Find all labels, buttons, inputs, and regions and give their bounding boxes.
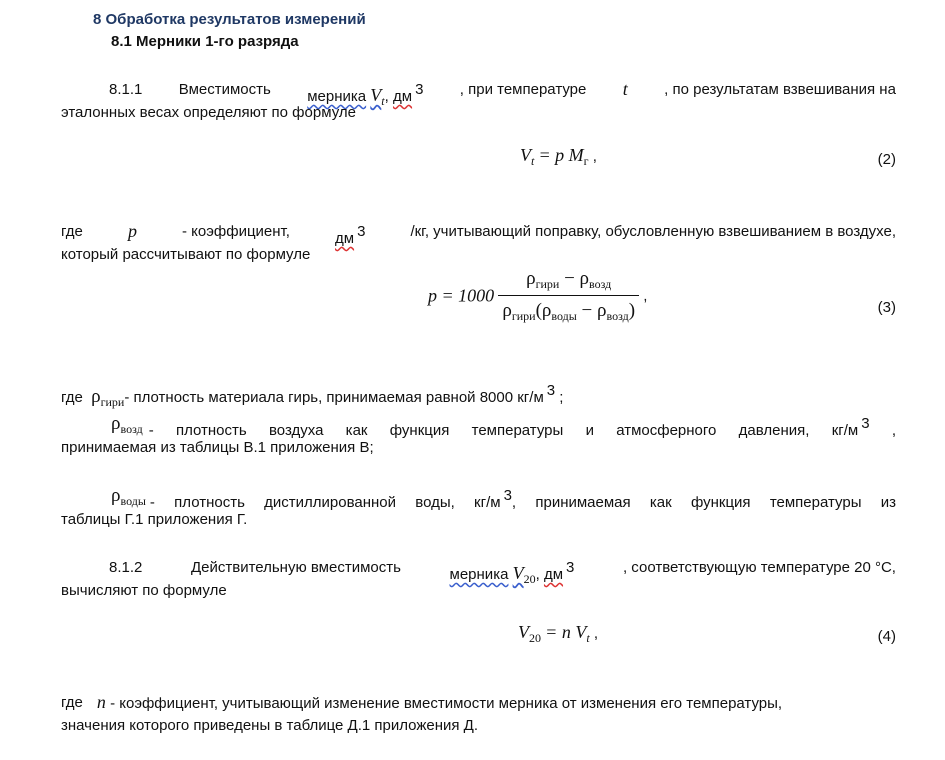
paragraph-8-1-1-line1 [61, 78, 896, 108]
paragraph-8-1-2-line2: вычисляют по формуле [61, 582, 227, 599]
where-p-line2: который рассчитывают по формуле [61, 246, 311, 263]
word-mernika: мерника [307, 88, 367, 105]
symbol-rho-giri: $\rho_{гири}$ [91, 386, 125, 409]
where-rho-giri: где $\rho_{гири}-$ плотность материала гирь, принимаемая равной 8000 кг/м 3 ; [61, 382, 564, 409]
text-coefficient: - коэффициент, [182, 223, 290, 240]
where-rho-vody-line2: таблицы Г.1 приложения Г. [61, 511, 248, 528]
equation-2: $V_t = p$ $M_г$ , [520, 145, 597, 168]
equation-4-number: (4) [877, 628, 896, 645]
unit-dm: дм [543, 566, 564, 583]
measure-term: мерника $V_{20}$, дм 3 [449, 559, 575, 586]
text-pri: , при температуре [459, 81, 587, 98]
unit-dm-kg: дм 3 [334, 223, 366, 247]
equation-3-number: (3) [877, 299, 896, 316]
clause-number: 8.1.1 [109, 81, 143, 98]
equation-4: $V_{20} = n$ $V_t$ , [518, 622, 599, 645]
equation-3-numerator: $\rho_{гири} - \rho_{возд}$ [498, 268, 639, 296]
word-gde: где [61, 694, 83, 711]
text-rest: , по результатам взвешивания на [664, 81, 896, 98]
symbol-rho-vozd: $\rho_{возд}$ [111, 413, 143, 436]
text-actual-capacity: Действительную вместимость [190, 559, 401, 576]
equation-3-lhs: p = 1000 [428, 285, 495, 306]
equation-3-denominator: $\rho_{гири}(\rho_{воды} - \rho_{возд})$ [502, 300, 636, 323]
measure-term: мерника $V_t$, дм 3 [307, 81, 424, 108]
where-p-line1 [61, 220, 896, 247]
paragraph-8-1-1-line2: эталонных весах определяют по формуле [61, 104, 356, 121]
text-n: n - коэффициент, учитывающий изменение вместимости мерника от изменения его температуры, [96, 692, 783, 712]
text-correction: /кг, учитывающий поправку, обусловленную взвешиванием в воздухе, [410, 223, 896, 240]
word-gde: где [61, 389, 83, 406]
text-temperature-20: , соответствующую температуре 20 °С, [622, 559, 896, 576]
text-rho-giri: - плотность материала гирь, принимаемая равной 8000 кг/м [124, 389, 544, 406]
symbol-t: t [622, 79, 628, 99]
symbol-v-20: $V_{20}$ [512, 563, 536, 586]
where-n-line2: значения которого приведены в таблице Д.1 приложения Д. [61, 717, 478, 734]
symbol-v-t: $V_t$ [370, 85, 385, 108]
word-mernika: мерника [449, 566, 509, 583]
text-rho-vozd: - плотность воздуха как функция температуры и атмосферного давления, кг/м 3 , [148, 415, 896, 439]
symbol-rho-vody: $\rho_{воды}$ [111, 485, 146, 508]
equation-3-fraction [498, 268, 639, 324]
clause-number: 8.1.2 [109, 559, 143, 576]
word-capacity: Вместимость [178, 81, 271, 98]
where-n-line1 [61, 691, 896, 714]
equation-2-number: (2) [877, 151, 896, 168]
equation-3: p = 1000 $\frac{\rho_{гири} - \rho_{возд}}{\rho_{гири}(\rho_{воды} - \rho_{возд})}$ , [428, 268, 648, 323]
unit-exponent: 3 [415, 81, 424, 98]
symbol-p: p [127, 221, 137, 241]
where-rho-vozd-line2: принимаемая из таблицы В.1 приложения В; [61, 439, 374, 456]
paragraph-8-1-2-line1 [61, 556, 896, 586]
unit-dm: дм [392, 88, 413, 105]
text-rho-vody: - плотность дистиллированной воды, кг/м 3, принимаемая как функция температуры из [149, 487, 897, 511]
word-gde: где [61, 223, 83, 240]
section-heading: 8 Обработка результатов измерений [93, 11, 366, 28]
subsection-heading: 8.1 Мерники 1-го разряда [111, 33, 299, 50]
